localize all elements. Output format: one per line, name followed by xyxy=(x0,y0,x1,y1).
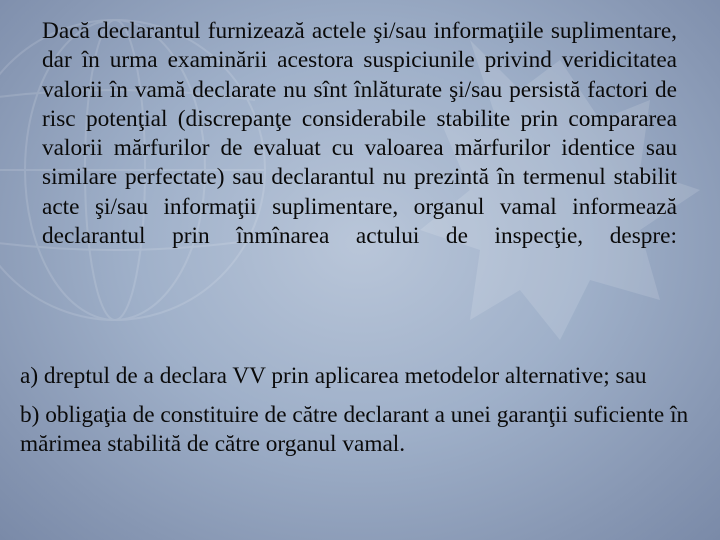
options-list xyxy=(20,362,692,469)
list-item-a: a) dreptul de a declara VV prin aplicarea metodelor alternative; sau xyxy=(20,363,647,389)
main-paragraph: Dacă declarantul furnizează actele şi/sau informaţiile suplimentare, dar în urma examinării acestora suspiciunile privind veridicitatea valorii în vamă declarate nu sînt înlăturate şi/sau persistă factori de risc potenţial (discrepanţe considerabile stabilite prin compararea valorii mărfurilor de evaluat cu valoarea mărfurilor identice sau similare perfectate) sau declarantul nu prezintă în termenul stabilit acte şi/sau informaţii suplimentare, organul vamal informează declarantul prin înmînarea actului de inspecţie, despre: xyxy=(42,18,677,250)
list-item-b: b) obligaţia de constituire de către declarant a unei garanţii suficiente în mărimea stabilită de către organul vamal. xyxy=(20,402,689,457)
